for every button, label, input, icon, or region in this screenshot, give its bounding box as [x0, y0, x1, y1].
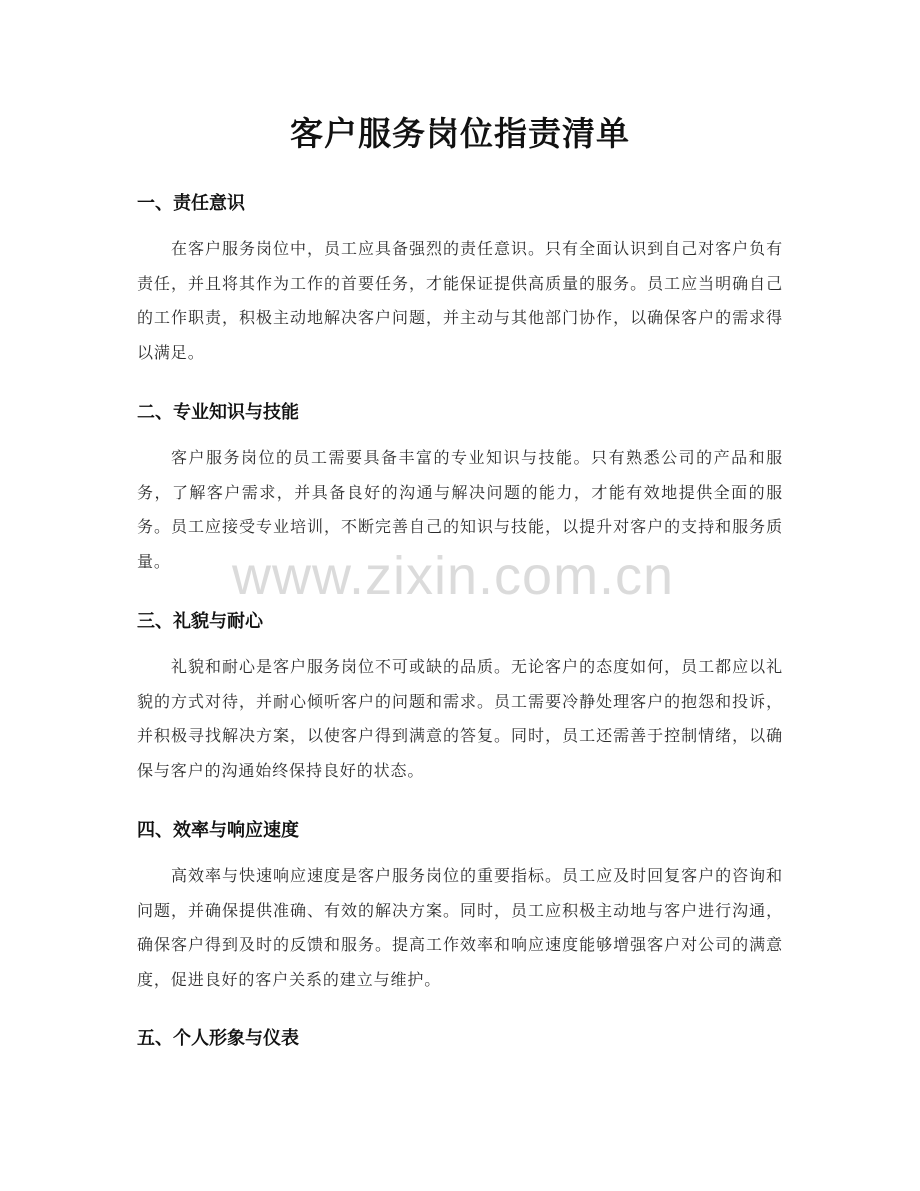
section-heading-courtesy: 三、礼貌与耐心 — [137, 611, 263, 632]
section-body-responsibility: 在客户服务岗位中，员工应具备强烈的责任意识。只有全面认识到自己对客户负有责任，并且将其作为工作的首要任务，才能保证提供高质量的服务。员工应当明确自己的工作职责，积极主动地解决客户问题，并主动与其他部门协作，以确保客户的需求得以满足。 — [137, 239, 783, 363]
section-heading-expertise: 二、专业知识与技能 — [137, 402, 299, 423]
section-body-courtesy: 礼貌和耐心是客户服务岗位不可或缺的品质。无论客户的态度如何，员工都应以礼貌的方式对待，并耐心倾听客户的问题和需求。员工需要冷静处理客户的抱怨和投诉，并积极寻找解决方案，以使客户得到满意的答复。同时，员工还需善于控制情绪，以确保与客户的沟通始终保持良好的状态。 — [137, 657, 783, 781]
watermark: www.zixin.com.cn — [232, 546, 675, 606]
section-heading-efficiency: 四、效率与响应速度 — [137, 820, 299, 841]
section-heading-responsibility: 一、责任意识 — [137, 193, 245, 214]
section-body-expertise: 客户服务岗位的员工需要具备丰富的专业知识与技能。只有熟悉公司的产品和服务，了解客户需求，并具备良好的沟通与解决问题的能力，才能有效地提供全面的服务。员工应接受专业培训，不断完善自己的知识与技能，以提升对客户的支持和服务质量。 — [137, 448, 783, 572]
section-heading-appearance: 五、个人形象与仪表 — [137, 1028, 299, 1049]
section-body-efficiency: 高效率与快速响应速度是客户服务岗位的重要指标。员工应及时回复客户的咨询和问题，并确保提供准确、有效的解决方案。同时，员工应积极主动地与客户进行沟通，确保客户得到及时的反馈和服务。提高工作效率和响应速度能够增强客户对公司的满意度，促进良好的客户关系的建立与维护。 — [137, 866, 783, 990]
document-title: 客户服务岗位指责清单 — [290, 114, 630, 153]
